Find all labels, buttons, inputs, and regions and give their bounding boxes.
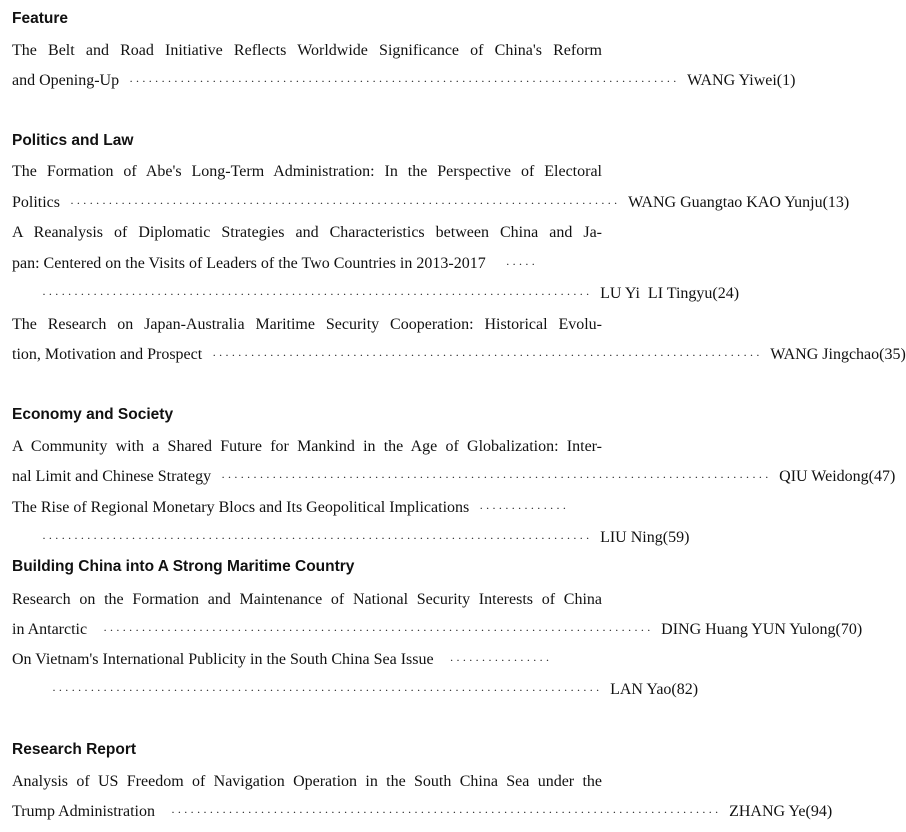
section-heading-politics-law: Politics and Law bbox=[12, 132, 134, 149]
entry-author-page: WANG Guangtao KAO Yunju(13) bbox=[628, 194, 850, 211]
section-heading-research-report: Research Report bbox=[12, 741, 137, 758]
toc-entry-row[interactable] bbox=[12, 192, 850, 214]
leader-dots: ······················································································ bbox=[42, 531, 593, 545]
entry-title-line: The Rise of Regional Monetary Blocs and Its Geopolitical Implications bbox=[12, 499, 470, 516]
entry-author-page: QIU Weidong(47) bbox=[779, 468, 896, 485]
toc-entry-row[interactable] bbox=[12, 70, 796, 92]
entry-title-line: Trump Administration bbox=[12, 803, 155, 820]
leader-dots: ······················································································ bbox=[170, 805, 722, 819]
entry-title-line: The Belt and Road Initiative Reflects Worldwide Significance of China's Reform bbox=[12, 42, 602, 59]
leader-dots: ················ bbox=[449, 653, 552, 667]
toc-entry-row[interactable] bbox=[12, 527, 690, 549]
toc-entry-row[interactable] bbox=[12, 619, 863, 641]
entry-title-line: and Opening-Up bbox=[12, 72, 120, 89]
entry-author-page: DING Huang YUN Yulong(70) bbox=[661, 621, 863, 638]
entry-author-page: LU Yi LI Tingyu(24) bbox=[600, 285, 740, 302]
leader-dots: ····· bbox=[505, 257, 538, 271]
entry-title-line: On Vietnam's International Publicity in the South China Sea Issue bbox=[12, 651, 434, 668]
entry-title-line: nal Limit and Chinese Strategy bbox=[12, 468, 212, 485]
section-heading-economy-society: Economy and Society bbox=[12, 406, 174, 423]
leader-dots: ······················································································ bbox=[70, 196, 621, 210]
leader-dots: ······················································································ bbox=[103, 623, 654, 637]
toc-entry-row[interactable] bbox=[12, 497, 602, 519]
entry-author-page: WANG Jingchao(35) bbox=[770, 346, 906, 363]
toc-entry-row[interactable] bbox=[12, 649, 602, 671]
section-heading-feature: Feature bbox=[12, 10, 68, 27]
entry-title-line: Analysis of US Freedom of Navigation Operation in the South China Sea under the bbox=[12, 773, 602, 790]
entry-author-page: WANG Yiwei(1) bbox=[687, 72, 796, 89]
toc-entry-row[interactable] bbox=[12, 344, 906, 366]
leader-dots: ······················································································ bbox=[129, 74, 680, 88]
leader-dots: ·············· bbox=[479, 501, 569, 515]
entry-author-page: LAN Yao(82) bbox=[610, 681, 699, 698]
entry-title-line: A Community with a Shared Future for Mankind in the Age of Globalization: Inter- bbox=[12, 438, 602, 455]
entry-title-line: pan: Centered on the Visits of Leaders of the Two Countries in 2013-2017 bbox=[12, 255, 486, 272]
entry-title-line: tion, Motivation and Prospect bbox=[12, 346, 203, 363]
toc-entry-row[interactable] bbox=[12, 679, 699, 701]
section-heading-maritime-country: Building China into A Strong Maritime Country bbox=[12, 558, 355, 575]
toc-entry-row[interactable] bbox=[12, 253, 602, 275]
leader-dots: ······················································································ bbox=[221, 470, 772, 484]
entry-title-line: Politics bbox=[12, 194, 61, 211]
entry-title-line: in Antarctic bbox=[12, 621, 88, 638]
leader-dots: ······················································································ bbox=[42, 287, 593, 301]
entry-title-line: The Research on Japan-Australia Maritime Security Cooperation: Historical Evolu- bbox=[12, 316, 602, 333]
entry-title-line: Research on the Formation and Maintenance of National Security Interests of China bbox=[12, 591, 602, 608]
toc-entry-row[interactable] bbox=[12, 801, 833, 823]
entry-title-line: The Formation of Abe's Long-Term Administration: In the Perspective of Electoral bbox=[12, 163, 602, 180]
toc-entry-row[interactable] bbox=[12, 466, 896, 488]
leader-dots: ······················································································ bbox=[52, 683, 603, 697]
toc-entry-row[interactable] bbox=[12, 283, 740, 305]
entry-author-page: LIU Ning(59) bbox=[600, 529, 690, 546]
leader-dots: ······················································································ bbox=[212, 348, 763, 362]
entry-title-line: A Reanalysis of Diplomatic Strategies and Characteristics between China and Ja- bbox=[12, 224, 602, 241]
entry-author-page: ZHANG Ye(94) bbox=[729, 803, 833, 820]
